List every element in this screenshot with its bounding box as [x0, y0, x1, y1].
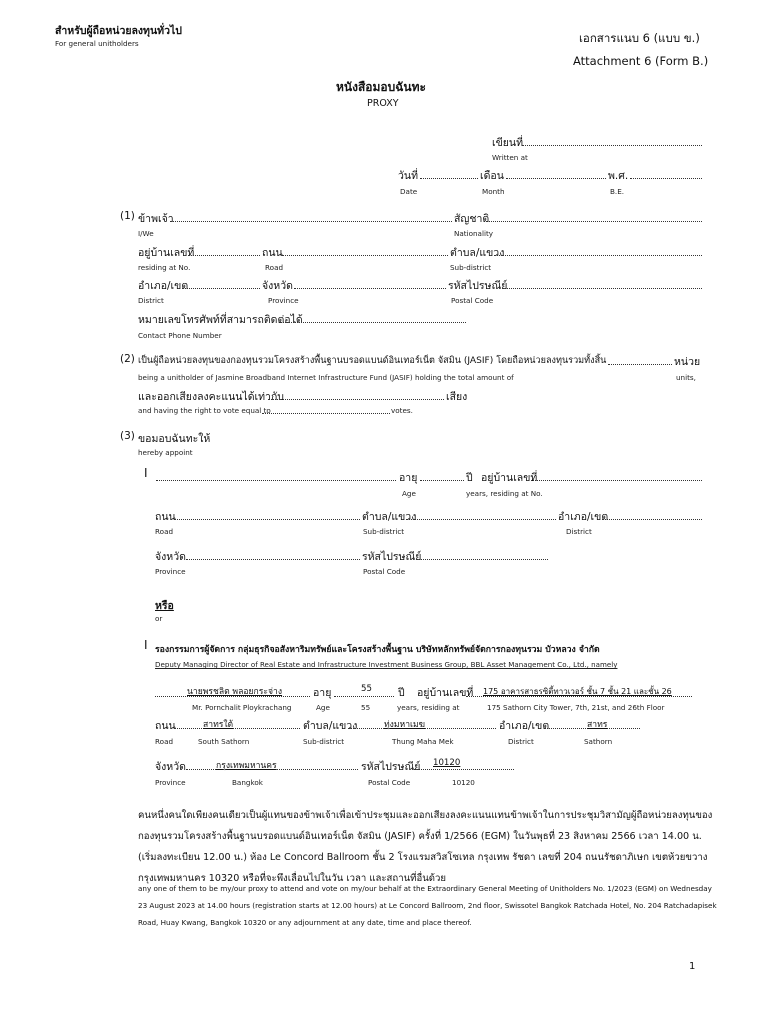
road-english: Road	[265, 263, 284, 272]
proxy-2-checkbox[interactable]: I	[144, 638, 148, 652]
name-field[interactable]	[170, 221, 452, 222]
proxy-1-address-label: อยู่บ้านเลขที่	[481, 472, 538, 484]
postal-code-english: Postal Code	[451, 296, 494, 305]
proxy-2-subdistrict-english: Sub-district	[303, 737, 345, 746]
units-label: หน่วย	[674, 356, 701, 368]
proxy-2-district-english: District	[508, 737, 534, 746]
proxy-1-subdistrict-english: Sub-district	[363, 527, 405, 536]
proxy-2-road-english: Road	[155, 737, 174, 746]
postal-code-label: รหัสไปรษณีย์	[448, 280, 508, 292]
proxy-1-age-label: อายุ	[399, 472, 418, 484]
date-field[interactable]	[420, 178, 478, 179]
proxy-2-age: 55	[361, 684, 372, 694]
statement-english-line-3: Road, Huay Kwang, Bangkok 10320 or any adjournment at any date, time and place thereof.	[138, 918, 472, 927]
province-field[interactable]	[294, 288, 446, 289]
proxy-2-postal-value-english: 10120	[452, 778, 475, 787]
votes-english: votes.	[391, 406, 413, 415]
proxy-2-years-label: ปี	[398, 687, 405, 699]
proxy-2-district-value-english: Sathorn	[584, 737, 613, 746]
proxy-2-road: สาทรใต้	[203, 720, 234, 730]
units-field[interactable]	[608, 364, 672, 365]
month-english: Month	[482, 187, 505, 196]
be-english: B.E.	[610, 187, 625, 196]
for-holders-english: For general unitholders	[55, 39, 139, 48]
proxy-1-subdistrict-field[interactable]	[406, 519, 556, 520]
page-number: 1	[689, 961, 696, 972]
subdistrict-field[interactable]	[494, 255, 702, 256]
proxy-2-province-value-english: Bangkok	[232, 778, 263, 787]
address-english: residing at No.	[138, 263, 191, 272]
proxy-2-postal-label: รหัสไปรษณีย์	[361, 761, 421, 773]
proxy-2-road-label: ถนน	[155, 720, 176, 732]
proxy-2-address-label: อยู่บ้านเลขที่	[417, 687, 474, 699]
phone-english: Contact Phone Number	[138, 331, 222, 340]
section-3-number: (3)	[120, 430, 135, 442]
units-english: units,	[676, 373, 696, 382]
written-at-field[interactable]	[522, 145, 702, 146]
proxy-2-district: สาทร	[587, 720, 608, 730]
attachment-english: Attachment 6 (Form B.)	[573, 54, 709, 68]
proxy-1-age-field[interactable]	[420, 480, 464, 481]
proxy-1-years-english: years, residing at No.	[466, 489, 543, 498]
month-field[interactable]	[506, 178, 606, 179]
page-title: หนังสือมอบฉันทะ	[336, 80, 426, 94]
proxy-1-district-label: อำเภอ/เขต	[558, 511, 609, 523]
district-field[interactable]	[182, 288, 260, 289]
proxy-2-years-english: years, residing at	[397, 703, 460, 712]
unitholder-statement-english: being a unitholder of Jasmine Broadband Internet Infrastructure Fund (JASIF) holding the total amount of	[138, 373, 514, 382]
province-label: จังหวัด	[262, 280, 293, 292]
appoint-english: hereby appoint	[138, 448, 193, 457]
proxy-1-district-field[interactable]	[602, 519, 702, 520]
proxy-2-postal: 10120	[433, 758, 461, 768]
proxy-2-road-value-english: South Sathorn	[198, 737, 250, 746]
proxy-1-road-label: ถนน	[155, 511, 176, 523]
road-label: ถนน	[262, 247, 283, 259]
address-label: อยู่บ้านเลขที่	[138, 247, 195, 259]
proxy-2-title-english: Deputy Managing Director of Real Estate and Infrastructure Investment Business Group, BBL Asset Management Co., Ltd., namely	[155, 660, 618, 669]
proxy-1-district-english: District	[566, 527, 592, 536]
votes-statement-thai: และออกเสียงลงคะแนนได้เท่ากับ	[138, 391, 284, 403]
votes-label: เสียง	[446, 391, 468, 403]
subdistrict-english: Sub-district	[450, 263, 492, 272]
road-field[interactable]	[282, 255, 448, 256]
section-1-number: (1)	[120, 210, 135, 222]
proxy-2-age-english: Age	[316, 703, 330, 712]
iwe-label: ข้าพเจ้า	[138, 213, 174, 225]
nationality-label: สัญชาติ	[454, 213, 490, 225]
district-english: District	[138, 296, 164, 305]
nationality-english: Nationality	[454, 229, 494, 238]
proxy-2-age-value-english: 55	[361, 703, 371, 712]
proxy-1-province-field[interactable]	[186, 559, 360, 560]
section-2-number: (2)	[120, 353, 135, 365]
statement-english-line-2: 23 August 2023 at 14.00 hours (registration starts at 12.00 hours) at Le Concord Ballroom, 2nd floor, Swissotel Bangkok Ratchada Hotel, No. 204 Ratchadapisek	[138, 901, 717, 910]
date-english: Date	[400, 187, 418, 196]
proxy-2-age-line	[334, 696, 394, 697]
written-at-label: เขียนที่	[492, 137, 524, 149]
proxy-2-district-label: อำเภอ/เขต	[499, 720, 550, 732]
proxy-2-province-label: จังหวัด	[155, 761, 186, 773]
proxy-2-address-english: 175 Sathorn City Tower, 7th, 21st, and 26th Floor	[487, 703, 665, 712]
statement-thai	[138, 805, 712, 889]
phone-label: หมายเลขโทรศัพท์ที่สามารถติดต่อได้	[138, 314, 303, 326]
written-at-english: Written at	[492, 153, 528, 162]
proxy-2-age-label: อายุ	[313, 687, 332, 699]
statement-english-line-1: any one of them to be my/our proxy to attend and vote on my/our behalf at the Extraordinary General Meeting of Unitholders No. 1/2023 (EGM) on Wednesday	[138, 884, 712, 893]
statement-thai-line-1: คนหนึ่งคนใดเพียงคนเดียวเป็นผู้แทนของข้าพเจ้าเพื่อเข้าประชุมและออกเสียงลงคะแนนแทนข้าพเจ้าในการประชุมวิสามัญผู้ถือหน่วยลงทุนของ	[138, 810, 713, 821]
proxy-2-postal-line	[414, 769, 514, 770]
address-field[interactable]	[188, 255, 260, 256]
proxy-2-province: กรุงเทพมหานคร	[216, 761, 277, 771]
proxy-1-postal-label: รหัสไปรษณีย์	[362, 551, 422, 563]
attachment-thai: เอกสารแนบ 6 (แบบ ข.)	[579, 31, 700, 45]
subdistrict-label: ตำบล/แขวง	[450, 247, 505, 259]
iwe-english: I/We	[138, 229, 154, 238]
or-label: หรือ	[155, 600, 174, 612]
votes-statement-english: and having the right to vote equal to	[138, 406, 271, 415]
proxy-2-address: 175 อาคารสาธรซิตี้ทาวเวอร์ ชั้น 7 ชั้น 21 และชั้น 26	[483, 687, 672, 696]
proxy-1-postal-english: Postal Code	[363, 567, 406, 576]
date-label: วันที่	[398, 170, 418, 182]
appoint-label: ขอมอบฉันทะให้	[138, 433, 211, 445]
proxy-2-road-line	[174, 728, 300, 729]
be-label: พ.ศ.	[608, 170, 629, 182]
proxy-2-subdistrict-value-english: Thung Maha Mek	[392, 737, 454, 746]
phone-field[interactable]	[280, 322, 466, 323]
for-holders-thai: สำหรับผู้ถือหน่วยลงทุนทั่วไป	[55, 25, 182, 37]
proxy-2-postal-english: Postal Code	[368, 778, 411, 787]
nationality-field[interactable]	[486, 221, 702, 222]
or-english: or	[155, 614, 163, 623]
be-field[interactable]	[630, 178, 702, 179]
votes-field-english	[262, 413, 390, 414]
proxy-1-address-field[interactable]	[531, 480, 702, 481]
proxy-1-province-label: จังหวัด	[155, 551, 186, 563]
proxy-1-province-english: Province	[155, 567, 186, 576]
proxy-2-province-english: Province	[155, 778, 186, 787]
postal-code-field[interactable]	[502, 288, 702, 289]
proxy-1-postal-field[interactable]	[416, 559, 548, 560]
votes-field[interactable]	[268, 399, 444, 400]
proxy-1-checkbox[interactable]: I	[144, 466, 148, 480]
proxy-2-subdistrict-label: ตำบล/แขวง	[303, 720, 358, 732]
proxy-1-road-field[interactable]	[174, 519, 360, 520]
statement-english	[138, 880, 717, 931]
proxy-1-years-label: ปี	[466, 472, 473, 484]
proxy-2-title-thai: รองกรรมการผู้จัดการ กลุ่มธุรกิจอสังหาริมทรัพย์และโครงสร้างพื้นฐาน บริษัทหลักทรัพย์จัดการกองทุนรวม บัวหลวง จำกัด	[155, 645, 600, 655]
unitholder-statement-thai: เป็นผู้ถือหน่วยลงทุนของกองทุนรวมโครงสร้างพื้นฐานบรอดแบนด์อินเทอร์เน็ต จัสมิน (JASIF) โดยถือหน่วยลงทุนรวมทั้งสิ้น	[138, 356, 607, 366]
district-label: อำเภอ/เขต	[138, 280, 189, 292]
statement-thai-line-4: กรุงเทพมหานคร 10320 หรือที่จะพึงเลื่อนไปในวัน เวลา และสถานที่อื่นด้วย	[138, 873, 447, 884]
proxy-2-name-english: Mr. Pornchalit Ploykrachang	[192, 703, 292, 712]
proxy-1-road-english: Road	[155, 527, 174, 536]
statement-thai-line-2: กองทุนรวมโครงสร้างพื้นฐานบรอดแบนด์อินเทอร์เน็ต จัสมิน (JASIF) ครั้งที่ 1/2566 (EGM) ในวันพุธที่ 23 สิงหาคม 2566 เวลา 14.00 น.	[138, 831, 702, 842]
page-title-english: PROXY	[367, 98, 399, 109]
province-english: Province	[268, 296, 299, 305]
proxy-1-subdistrict-label: ตำบล/แขวง	[362, 511, 417, 523]
proxy-1-name-field[interactable]	[156, 480, 396, 481]
proxy-1-age-english: Age	[402, 489, 416, 498]
statement-thai-line-3: (เริ่มลงทะเบียน 12.00 น.) ห้อง Le Concord Ballroom ชั้น 2 โรงแรมสวิสโซเทล กรุงเทพ รัชดา เลขที่ 204 ถนนรัชดาภิเษก เขตห้วยขวาง	[138, 852, 708, 863]
proxy-2-subdistrict: ทุ่งมหาเมฆ	[384, 720, 425, 730]
proxy-2-name: นายพรชลิต พลอยกระจ่าง	[187, 687, 283, 697]
month-label: เดือน	[480, 170, 504, 182]
